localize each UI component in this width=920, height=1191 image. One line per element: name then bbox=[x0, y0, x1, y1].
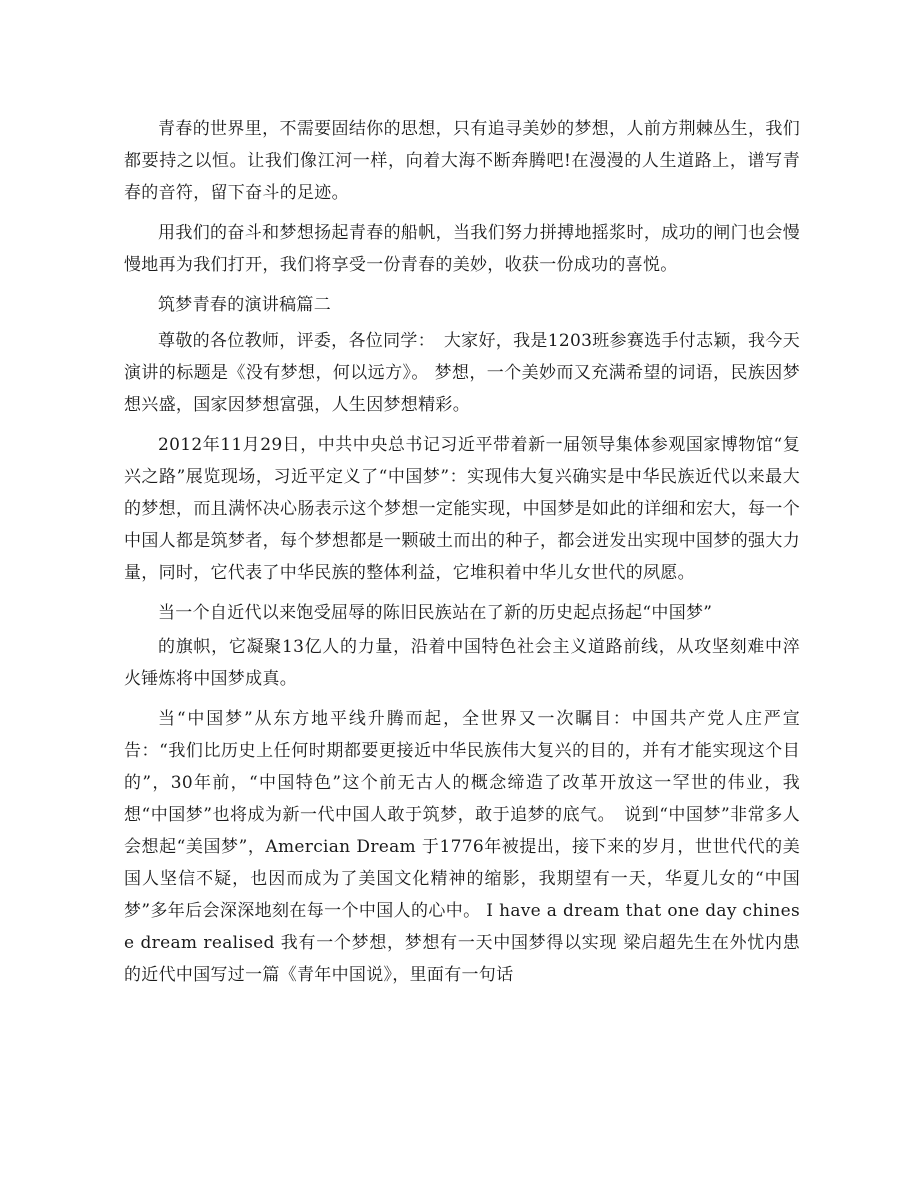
paragraph-youth-world: 青春的世界里，不需要固结你的思想，只有追寻美妙的梦想，人前方荆棘丛生，我们都要持之以恒。让我们像江河一样，向着大海不断奔腾吧!在漫漫的人生道路上，谱写青春的音符，留下奋斗的足迹。 bbox=[124, 119, 800, 203]
paragraph-china-dream-definition: 2012年11月29日，中共中央总书记习近平带着新一届领导集体参观国家博物馆“复兴之路”展览现场，习近平定义了“中国梦”：实现伟大复兴确实是中华民族近代以来最大的梦想，而且满怀决心肠表示这个梦想一定能实现，中国梦是如此的详细和宏大，每一个中国人都是筑梦者，每个梦想都是一颗破土而出的种子，都会迸发出实现中国梦的强大力量，同时，它代表了中华民族的整体利益，它堆积着中华儿女世代的夙愿。 bbox=[124, 435, 800, 583]
paragraph-greeting: 尊敬的各位教师，评委，各位同学： 大家好，我是1203班参赛选手付志颖，我今天演讲的标题是《没有梦想，何以远方》。 梦想，一个美妙而又充满希望的词语，民族因梦想兴盛，国家因梦想富强，人生因梦想精彩。 bbox=[124, 331, 800, 415]
section-heading: 筑梦青春的演讲稿篇二 bbox=[158, 295, 331, 315]
paragraph-china-dream-rising: 当“中国梦”从东方地平线升腾而起，全世界又一次瞩目：中国共产党人庄严宣告：“我们比历史上任何时期都要更接近中华民族伟大复兴的目的，并有才能实现这个目的”，30年前，“中国特色”这个前无古人的概念缔造了改革开放这一罕世的伟业，我想“中国梦”也将成为新一代中国人敢于筑梦，敢于追梦的底气。 说到“中国梦”非常多人会想起“美国梦”，Amercian Dream 于1776年被提出，接下来的岁月，世世代代的美国人坚信不疑，也因而成为了美国文化精神的缩影，我期望有一天，华夏儿女的“中国梦”多年后会深深地刻在每一个中国人的心中。 I have a dream that one day chinese dream realised 我有一个梦想，梦想有一天中国梦得以实现 梁启超先生在外忧内患的近代中国写过一篇《青年中国说》，里面有一句话 bbox=[124, 709, 800, 985]
paragraph-banner-continuation: 的旗帜，它凝聚13亿人的力量，沿着中国特色社会主义道路前线，从攻坚刻难中淬火锤炼将中国梦成真。 bbox=[124, 637, 800, 689]
paragraph-historic-nation: 当一个自近代以来饱受屈辱的陈旧民族站在了新的历史起点扬起“中国梦” bbox=[158, 603, 713, 623]
paragraph-youth-sail: 用我们的奋斗和梦想扬起青春的船帆，当我们努力拼搏地摇浆时，成功的闸门也会慢慢地再为我们打开，我们将享受一份青春的美妙，收获一份成功的喜悦。 bbox=[124, 223, 800, 275]
